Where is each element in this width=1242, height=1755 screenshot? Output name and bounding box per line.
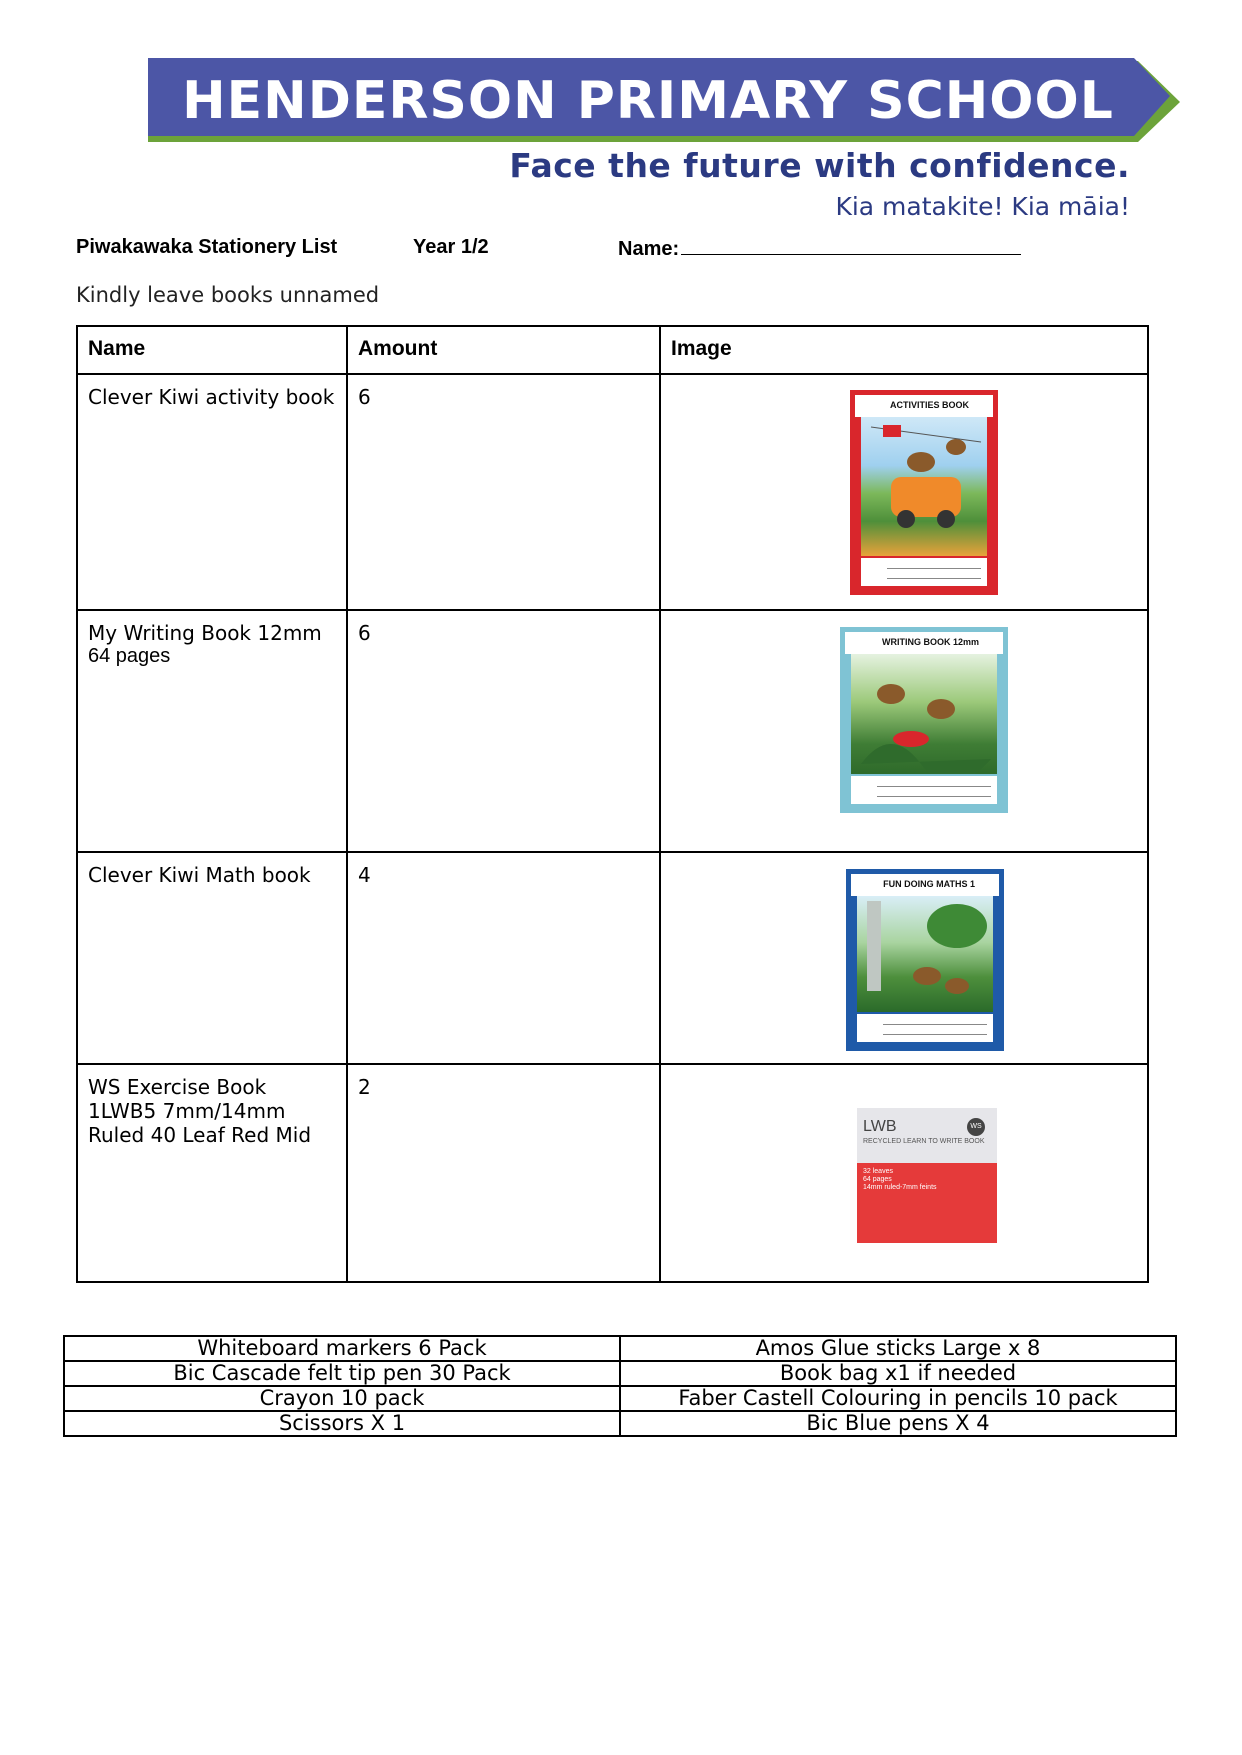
school-tagline: Face the future with confidence.: [509, 146, 1130, 185]
item-name: [77, 1064, 347, 1282]
table-header-row: [77, 326, 1148, 374]
item-name: [77, 852, 347, 1064]
item-amount: 4: [347, 852, 660, 1064]
table-row: [64, 1336, 1176, 1361]
header-amount: Amount: [347, 326, 660, 374]
cover-detail-leaves: 32 leaves: [863, 1168, 893, 1175]
name-label: Name:: [618, 238, 680, 260]
item-subtext: 64 pages: [88, 645, 171, 667]
item-name: [77, 610, 347, 852]
school-name: HENDERSON PRIMARY SCHOOL: [182, 71, 1114, 131]
instruction-note: Kindly leave books unnamed: [76, 283, 380, 307]
activities-book-cover: [850, 390, 998, 595]
year-level: Year 1/2: [413, 236, 489, 258]
name-field: [618, 236, 1021, 261]
supply-item: Amos Glue sticks Large x 8: [620, 1336, 1176, 1361]
cover-illustration: [861, 417, 987, 556]
cover-title: WRITING BOOK 12mm: [881, 637, 979, 647]
lwb-exercise-book-cover: [857, 1108, 997, 1243]
cover-title: FUN DOING MATHS 1: [883, 879, 975, 889]
school-banner: [148, 58, 1184, 145]
table-row: [64, 1411, 1176, 1436]
name-blank-line: [681, 236, 1021, 255]
supply-item: Book bag x1 if needed: [620, 1361, 1176, 1386]
maths-book-cover: [846, 869, 1004, 1051]
supply-item: Scissors X 1: [64, 1411, 620, 1436]
table-row: [64, 1361, 1176, 1386]
item-name-text: Clever Kiwi activity book: [88, 385, 335, 409]
item-amount: 6: [347, 374, 660, 610]
cover-detail-pages: 64 pages: [863, 1176, 892, 1183]
supply-item: Bic Cascade felt tip pen 30 Pack: [64, 1361, 620, 1386]
header-image: Image: [660, 326, 1148, 374]
supply-item: Bic Blue pens X 4: [620, 1411, 1176, 1436]
item-name-text: WS Exercise Book 1LWB5 7mm/14mm Ruled 40 Leaf Red Mid: [88, 1075, 312, 1147]
table-row: [64, 1386, 1176, 1411]
school-motto: Kia matakite! Kia māia!: [835, 192, 1130, 221]
item-name-text: Clever Kiwi Math book: [88, 863, 311, 887]
list-title: Piwakawaka Stationery List: [76, 236, 338, 258]
item-amount: 6: [347, 610, 660, 852]
cover-title: LWB: [863, 1118, 897, 1135]
item-name-text: My Writing Book 12mm: [88, 621, 322, 645]
supply-item: Faber Castell Colouring in pencils 10 pack: [620, 1386, 1176, 1411]
supply-item: Whiteboard markers 6 Pack: [64, 1336, 620, 1361]
cover-detail-ruling: 14mm ruled-7mm feints: [863, 1184, 937, 1191]
item-amount: 2: [347, 1064, 660, 1282]
supply-item: Crayon 10 pack: [64, 1386, 620, 1411]
supplies-table: [63, 1335, 1177, 1437]
writing-book-cover: [840, 627, 1008, 813]
header-name: Name: [77, 326, 347, 374]
item-name: [77, 374, 347, 610]
ws-logo: WS: [967, 1118, 985, 1136]
cover-details: [863, 1168, 937, 1192]
cover-title: ACTIVITIES BOOK: [889, 400, 969, 410]
cover-subtitle: RECYCLED LEARN TO WRITE BOOK: [863, 1138, 985, 1145]
cover-illustration: [851, 654, 997, 774]
cover-illustration: [857, 896, 993, 1012]
